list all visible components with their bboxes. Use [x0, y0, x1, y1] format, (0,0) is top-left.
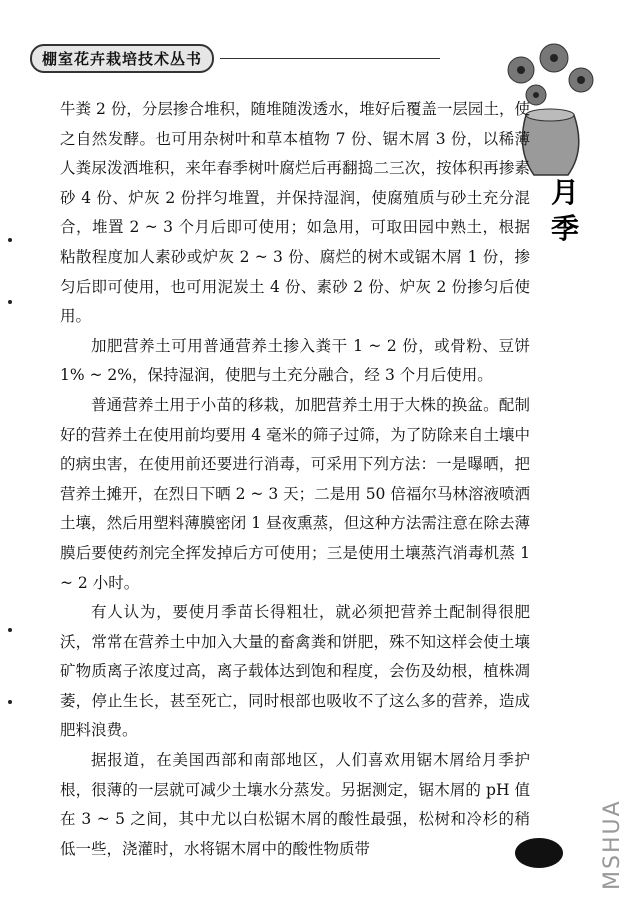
margin-dot — [8, 628, 12, 632]
series-title: 棚室花卉栽培技术丛书 — [30, 44, 214, 73]
body-text — [60, 95, 530, 864]
header-rule — [220, 58, 440, 59]
chapter-side-label: 月季 — [550, 176, 579, 245]
margin-dot — [8, 300, 12, 304]
margin-dot — [8, 700, 12, 704]
watermark: MSHUA — [600, 799, 625, 890]
paragraph: 加肥营养土可用普通营养土掺入粪干 1 ~ 2 份，或骨粉、豆饼 1% ~ 2%，保持湿润，使肥与土充分融合，经 3 个月后使用。 — [60, 336, 530, 385]
page-number-badge — [515, 838, 563, 868]
paragraph: 据报道，在美国西部和南部地区，人们喜欢用锯木屑给月季护根，很薄的一层就可减少土壤水分蒸发。另据测定，锯木屑的 pH 值在 3 ~ 5 之间，其中尤以白松锯木屑的酸性最强，松树和冷杉的稍低一些，浇灌时，水将锯木屑中的酸性物质带 — [60, 751, 530, 858]
paragraph: 普通营养土用于小苗的移栽，加肥营养土用于大株的换盆。配制好的营养土在使用前均要用 4 毫米的筛子过筛，为了防除来自土壤中的病虫害，在使用前还要进行消毒，可采用下列方法：一是曝晒，把营养土摊开，在烈日下晒 2 ~ 3 天；二是用 50 倍福尔马林溶液喷洒土壤，然后用塑料薄膜密闭 1 昼夜熏蒸，但这种方法需注意在除去薄膜后要使药剂完全挥发掉后方可使用；三是使用土壤蒸汽消毒机蒸 1 ~ 2 小时。 — [60, 395, 530, 592]
margin-dot — [8, 238, 12, 242]
paragraph: 牛粪 2 份，分层掺合堆积，随堆随泼透水，堆好后覆盖一层园土，使之自然发酵。也可用杂树叶和草本植物 7 份、锯木屑 3 份，以稀薄人粪尿泼洒堆积，来年春季树叶腐烂后再翻捣二三次，按体积再掺素砂 4 份、炉灰 2 份拌匀堆置，并保持湿润，使腐殖质与砂土充分混合，堆置 2 ~ 3 个月后即可使用；如急用，可取田园中熟土，根据粘散程度加人素砂或炉灰 2 ~ 3 份、腐烂的树木或锯木屑 1 份，掺匀后即可使用，也可用泥炭土 4 份、素砂 2 份、炉灰 2 份掺匀后使用。 — [60, 100, 530, 326]
page-header — [30, 44, 440, 73]
paragraph: 有人认为，要使月季苗长得粗壮，就必须把营养土配制得很肥沃，常常在营养土中加入大量的畜禽粪和饼肥，殊不知这样会使土壤矿物质离子浓度过高，离子载体达到饱和程度，会伤及幼根，植株凋萎，停止生长，甚至死亡，同时根部也吸收不了这么多的营养，造成肥料浪费。 — [60, 603, 530, 740]
